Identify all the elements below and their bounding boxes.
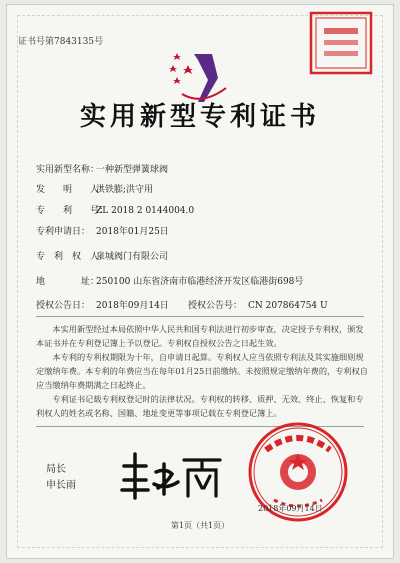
field-inventor <box>36 182 153 195</box>
paragraph-status: 专利证书记载专利权登记时的法律状况。专利权的转移、质押、无效、终止、恢复和专利权人的姓名或名称、国籍、地址变更等事项记载在专利登记簿上。 <box>36 394 364 418</box>
field-label: 发 明 人： <box>36 185 109 195</box>
field-value: 泉城阀门有限公司 <box>96 252 169 262</box>
field-filing-date <box>36 224 169 237</box>
seal-date: 2018年09月14日 <box>258 504 323 513</box>
field-value: CN 207864754 U <box>248 301 328 311</box>
field-value: ZL 2018 2 0144004.0 <box>96 206 195 216</box>
field-value: 250100 山东省济南市临港经济开发区临港街698号 <box>96 277 304 287</box>
director-signature <box>118 450 228 502</box>
document-title: 实用新型专利证书 <box>79 102 320 132</box>
field-label: 专 利 号： <box>36 206 109 216</box>
certificate-number: 证书号第7843135号 <box>18 37 104 47</box>
director-title: 局长 <box>46 464 66 475</box>
field-label: 实用新型名称： <box>36 165 100 175</box>
small-seal-stamp <box>308 10 374 76</box>
field-value: 一种新型弹簧球阀 <box>96 165 169 175</box>
field-label: 地 址： <box>36 277 100 287</box>
field-label: 授权公告日： <box>36 301 91 311</box>
field-label: 授权公告号： <box>188 301 243 311</box>
field-value: 2018年09月14日 <box>96 301 169 311</box>
page-footer: 第1页（共1页） <box>170 521 230 530</box>
director-name: 申长雨 <box>46 480 76 491</box>
field-authorization-date <box>36 298 328 311</box>
divider-line <box>36 316 364 317</box>
field-value: 洪铁膨;洪守用 <box>96 185 154 195</box>
field-patentee <box>36 249 168 262</box>
field-label: 专 利 权 人： <box>36 252 109 262</box>
field-value: 2018年01月25日 <box>96 227 169 237</box>
field-address <box>36 274 303 287</box>
field-label: 专利申请日： <box>36 227 91 237</box>
paragraph-grant: 本实用新型经过本局依照中华人民共和国专利法进行初步审查，决定授予专利权，颁发本证书并在专利登记簿上予以登记。专利权自授权公告之日起生效。 <box>36 324 364 348</box>
field-patent-number <box>36 203 194 216</box>
field-utility-model-name <box>36 162 168 175</box>
paragraph-term: 本专利的专利权期限为十年，自申请日起算。专利权人应当依照专利法及其实施细则规定缴纳年费。本专利的年费应当在每年01月25日前缴纳。未按照规定缴纳年费的，专利权自应当缴纳年费期满之日起终止。 <box>36 352 368 390</box>
